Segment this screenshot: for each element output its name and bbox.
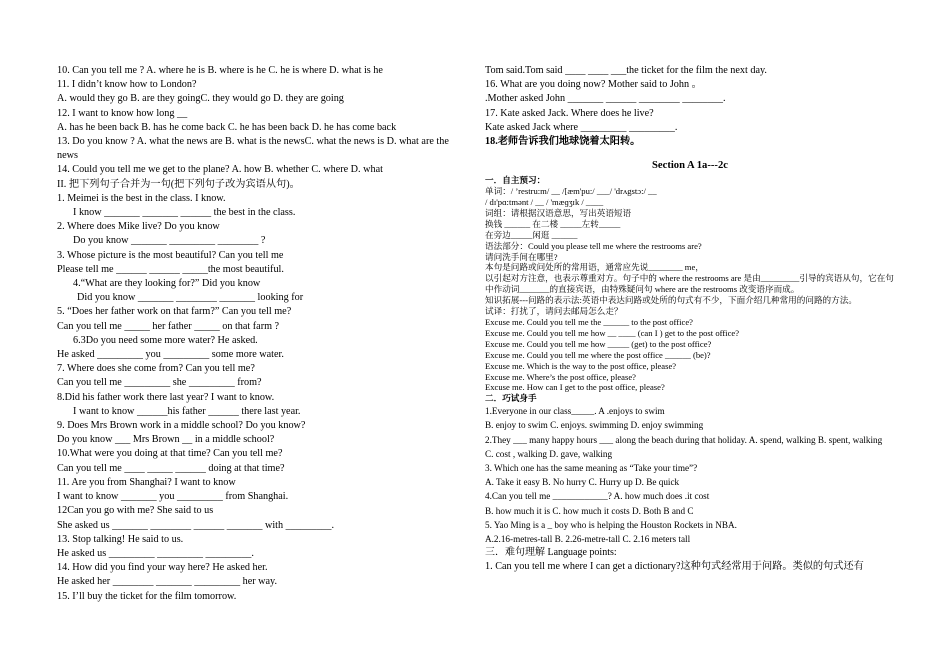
text-line: Do you know _______ _________ ________ ? bbox=[73, 235, 266, 247]
text-line: Tom said.Tom said ____ ____ ___the ticket for the film the next day. bbox=[485, 65, 767, 76]
text-line: 10. Can you tell me ? A. where he is B. where is he C. he is where D. what is he bbox=[57, 65, 383, 76]
text-line: 10.What were you doing at that time? Can you tell me? bbox=[57, 448, 283, 460]
text-line: 试译：打扰了，请问去邮局怎么走？ bbox=[485, 306, 623, 317]
text-line: B. enjoy to swim C. enjoys. swimming D. enjoy swimming bbox=[485, 420, 704, 431]
text-line: B. how much it is C. how much it costs D. Both B and C bbox=[485, 505, 694, 516]
text-line: Can you tell me ____ _____ ______ doing at that time? bbox=[57, 462, 285, 474]
text-line: Can you tell me _____ her father _____ on that farm ? bbox=[57, 320, 280, 332]
text-line: 三．难句理解 Language points: bbox=[485, 547, 617, 559]
text-line: II. 把下列句子合并为一句(把下列句子改为宾语从句)。 bbox=[57, 178, 300, 190]
text-line: 3. Whose picture is the most beautiful? Can you tell me bbox=[57, 249, 284, 261]
text-line: He asked _________ you _________ some more water. bbox=[57, 349, 284, 361]
text-line: 4.Can you tell me ____________? A. how much does .it cost bbox=[485, 491, 710, 502]
text-line: 1. Meimei is the best in the class. I know. bbox=[57, 192, 226, 204]
text-line: 16. What are you doing now? Mother said to John 。 bbox=[485, 79, 702, 91]
text-line: 13. Do you know ? A. what the news are B. what is the newsC. what the news is D. what are the news bbox=[57, 136, 449, 162]
text-line: Excuse me. How can I get to the post office, please? bbox=[485, 382, 665, 393]
text-line: 2. Where does Mike live? Do you know bbox=[57, 221, 220, 233]
text-line: 4.“What are they looking for?” Did you know bbox=[73, 278, 261, 290]
text-line: 2.They ___ many happy hours ___ along the beach during that holiday. A. spend, walking B. spent, walking bbox=[485, 434, 883, 445]
text-line: 词组：请根据汉语意思，写出英语短语 bbox=[485, 207, 632, 218]
text-line: She asked us _______ ________ ______ _______ with _________. bbox=[57, 519, 335, 531]
text-line: 1. Can you tell me where I can get a dictionary?这种句式经常用于问路。类似的句式还有 bbox=[485, 561, 864, 573]
text-line: 请问洗手间在哪里? bbox=[485, 251, 558, 262]
text-line: 3. Which one has the same meaning as “Take your time”? bbox=[485, 463, 698, 474]
text-line: Excuse me. Could you tell me the ______ to the post office? bbox=[485, 317, 693, 327]
text-line: 二．巧试身手 bbox=[485, 393, 537, 404]
text-line: 14. How did you find your way here? He asked her. bbox=[57, 562, 268, 574]
left-column bbox=[57, 64, 470, 604]
text-line: 12Can you go with me? She said to us bbox=[57, 505, 214, 517]
text-line: 14. Could you tell me we get to the plane? A. how B. whether C. where D. what bbox=[57, 164, 383, 176]
text-line: I want to know ______his father ______ there last year. bbox=[73, 405, 301, 417]
text-line: I know _______ _______ ______ the best in the class. bbox=[73, 207, 296, 219]
text-line: 6.3Do you need some more water? He asked. bbox=[73, 334, 258, 346]
text-line: 11. I didn’t know how to London? bbox=[57, 79, 197, 91]
text-line: 知识拓展---问路的表示法:英语中表达问路或处所的句式有不少，下面介绍几种常用的问路的方法。 bbox=[485, 295, 857, 306]
text-line: 11. Are you from Shanghai? I want to know bbox=[57, 476, 236, 488]
text-line: 1.Everyone in our class_____. A .enjoys to swim bbox=[485, 406, 665, 417]
text-line: Kate asked Jack where _________ _________. bbox=[485, 121, 678, 133]
right-column bbox=[485, 64, 895, 574]
text-line: I want to know _______ you _________ from Shanghai. bbox=[57, 491, 289, 503]
text-line: 5. Yao Ming is a _ boy who is helping the Houston Rockets in NBA. bbox=[485, 519, 737, 530]
text-line: 12. I want to know how long __ bbox=[57, 107, 188, 119]
text-line: Please tell me ______ ______ _____the most beautiful. bbox=[57, 263, 284, 275]
text-line: Excuse me. Could you tell me how __ ____ (can I ) get to the post office? bbox=[485, 327, 740, 338]
text-line: 18.老师告诉我们地球饶着太阳转。 bbox=[485, 136, 641, 148]
text-line: / dɪ'pɑ:tmənt / __ / 'mæɡʒɪk / ____ bbox=[485, 197, 604, 208]
text-line: 7. Where does she come from? Can you tell me? bbox=[57, 363, 255, 375]
text-line: 9. Does Mrs Brown work in a middle school? Do you know? bbox=[57, 420, 306, 432]
text-line: 8.Did his father work there last year? I want to know. bbox=[57, 391, 275, 403]
text-line: He asked her ________ _______ _________ her way. bbox=[57, 576, 278, 588]
text-line: 单词：/ ’restru:m/ __ /[æm'pu:/ ___/ 'drʌgstɔ:/ __ bbox=[485, 186, 657, 197]
text-line: 17. Kate asked Jack. Where does he live? bbox=[485, 107, 654, 119]
text-line: .Mother asked John _______ ______ ________ ________. bbox=[485, 93, 726, 105]
text-line: C. cost , walking D. gave, walking bbox=[485, 448, 613, 459]
text-line: Did you know _______ ________ _______ looking for bbox=[77, 292, 304, 304]
text-line: Excuse me. Which is the way to the post office, please? bbox=[485, 360, 677, 371]
text-line: 语法部分：Could you please tell me where the restrooms are? bbox=[485, 240, 702, 251]
text-line: A. has he been back B. has he come back C. he has been back D. he has come back bbox=[57, 121, 397, 133]
text-line: A. Take it easy B. No hurry C. Hurry up D. Be quick bbox=[485, 477, 680, 488]
text-line: Do you know ___ Mrs Brown __ in a middle school? bbox=[57, 434, 275, 446]
section-heading: Section A 1a---2c bbox=[652, 160, 728, 172]
text-line: 15. I’ll buy the ticket for the film tomorrow. bbox=[57, 590, 237, 602]
text-line: He asked us _________ _________ _________. bbox=[57, 547, 254, 559]
text-line: 在旁边_____闲逛 ______ bbox=[485, 229, 578, 240]
text-line: A.2.16-metres-tall B. 2.26-metre-tall C. 2.16 meters tall bbox=[485, 534, 691, 545]
text-line: 以引起对方注意，也表示尊重对方。句子中的 where the restrooms are 是由_________引导的宾语从句，它在句中作动词_______的直接宾语，由特殊疑问句 where are the restrooms 改变语序而成。 bbox=[485, 273, 894, 295]
text-line: Excuse me. Where’s the post office, please? bbox=[485, 371, 636, 382]
text-line: 本句是问路或问处所的常用语，通常应先说________ me， bbox=[485, 262, 704, 273]
text-line: 换钱 ______ 在二楼 _____左转_____ bbox=[485, 218, 621, 229]
text-line: Can you tell me _________ she _________ from? bbox=[57, 377, 262, 389]
text-line: A. would they go B. are they goingC. they would go D. they are going bbox=[57, 93, 344, 105]
text-line: 5. “Does her father work on that farm?” Can you tell me? bbox=[57, 306, 292, 318]
text-line: Excuse me. Could you tell me where the post office ______ (be)? bbox=[485, 349, 711, 360]
text-line: Excuse me. Could you tell me how _____ (get) to the post office? bbox=[485, 338, 712, 349]
text-line: 13. Stop talking! He said to us. bbox=[57, 533, 184, 545]
text-line: 一．自主预习： bbox=[485, 175, 546, 186]
